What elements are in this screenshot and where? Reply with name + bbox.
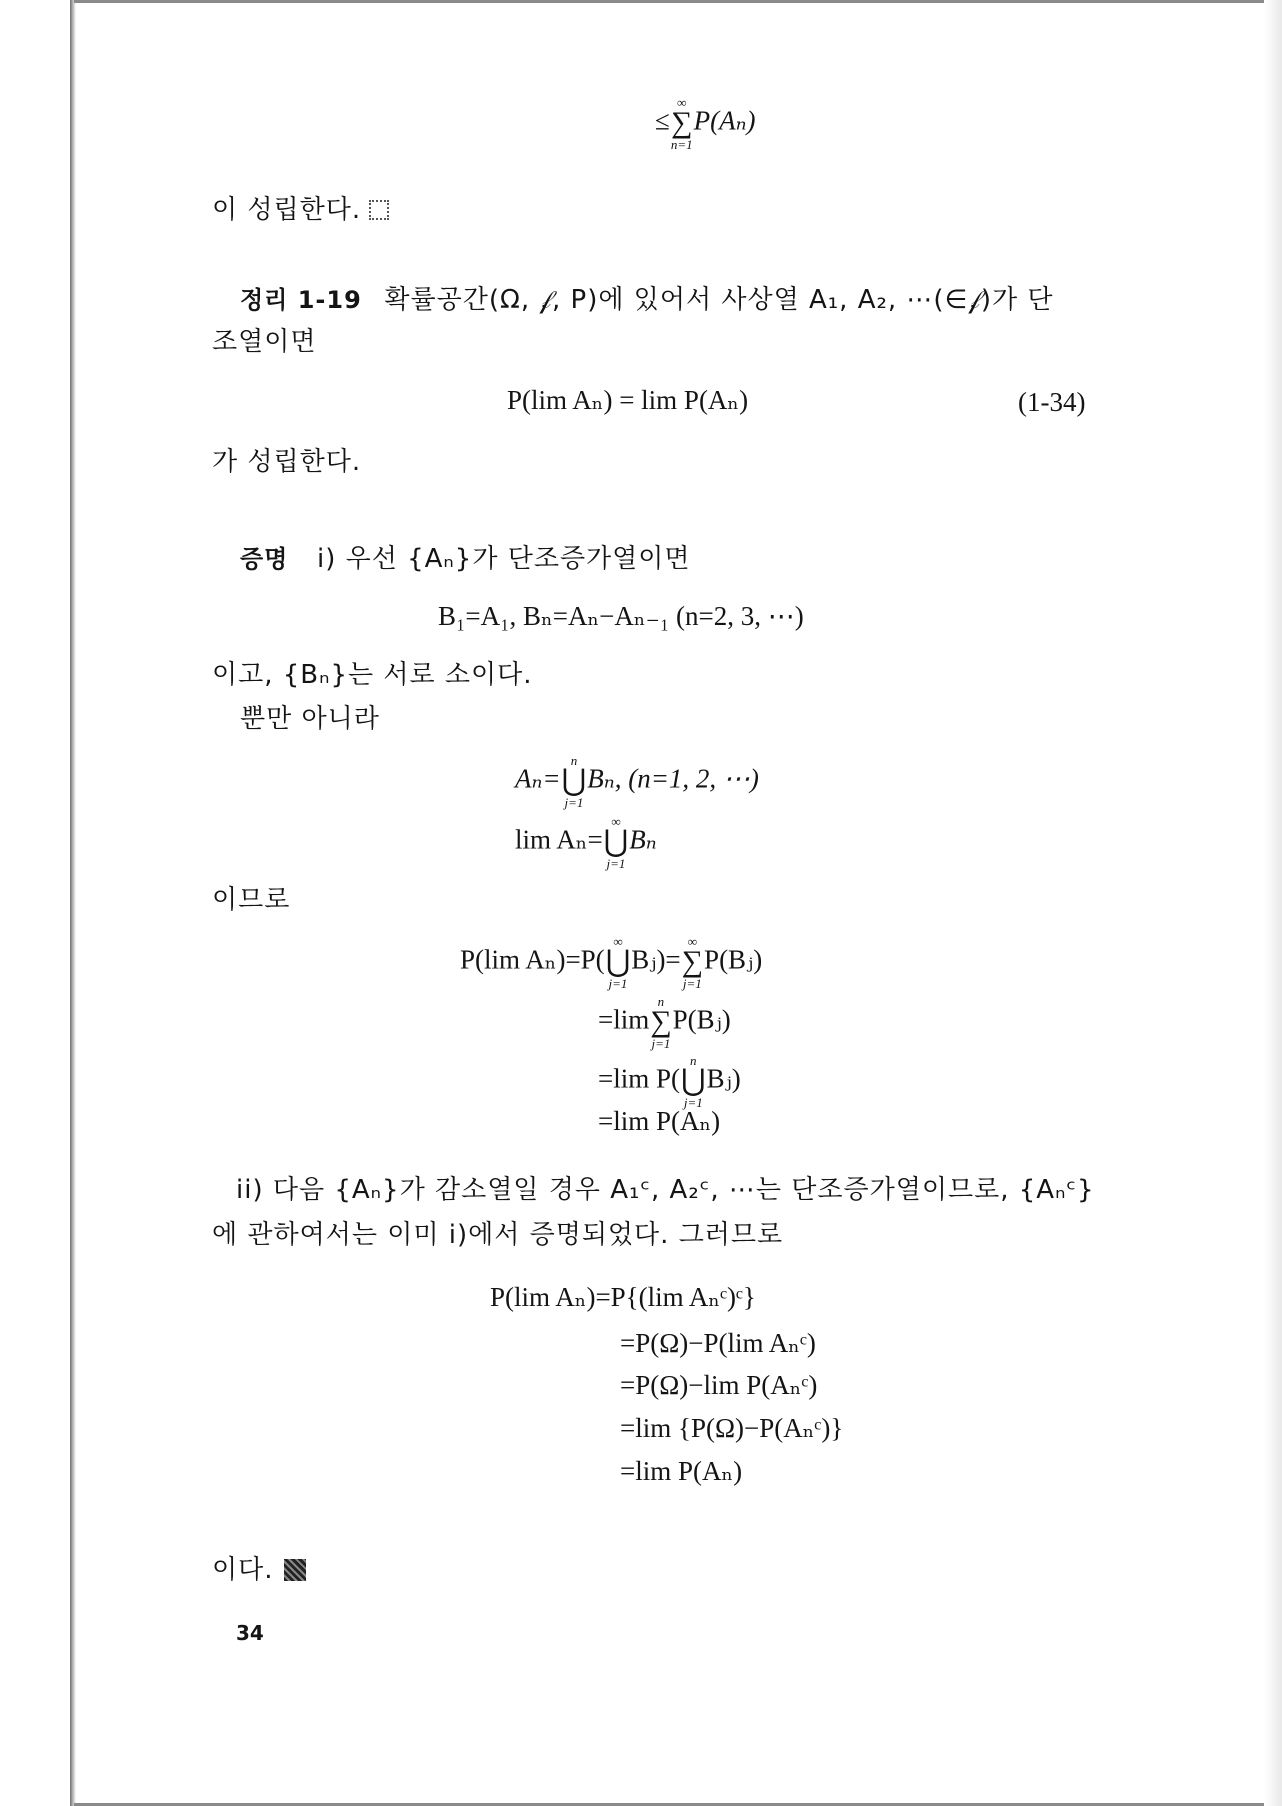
- theorem-text: 확률공간(Ω, 𝒻, P)에 있어서 사상열 A₁, A₂, ⋯(∈𝒻)가 단: [384, 285, 1054, 315]
- proof-ii-line-1: ii) 다음 {Aₙ}가 감소열일 경우 A₁ᶜ, A₂ᶜ, ⋯는 단조증가열이므로, {Aₙᶜ}: [236, 1175, 1095, 1205]
- chain-a-line-3: =lim P( n ⋃ j=1 Bⱼ): [598, 1053, 741, 1110]
- leq-symbol: ≤: [655, 105, 670, 136]
- chain-b-line-2: =P(Ω)−P(lim Aₙᶜ): [620, 1328, 816, 1358]
- proof-label: 증명: [240, 545, 289, 573]
- proof-i-text: i) 우선 {Aₙ}가 단조증가열이면: [316, 544, 691, 574]
- theorem-line-1: [240, 286, 1053, 313]
- lim-union-equation: lim Aₙ= ∞ ⋃ j=1 Bₙ: [515, 814, 657, 871]
- proof-line-1: [240, 545, 691, 572]
- union-operator: n ⋃ j=1: [561, 753, 587, 810]
- theorem-label: 정리 1-19: [240, 286, 362, 314]
- an-union-equation: Aₙ= n ⋃ j=1 Bₙ, (n=1, 2, ⋯): [515, 753, 759, 810]
- proof-ii-line-2: 에 관하여서는 이미 i)에서 증명되었다. 그러므로: [212, 1220, 784, 1250]
- chain-b-line-4: =lim {P(Ω)−P(Aₙᶜ)}: [620, 1413, 844, 1443]
- disjoint-line: 이고, {Bₙ}는 서로 소이다.: [212, 660, 533, 690]
- page-left-edge: [70, 0, 76, 1806]
- open-qed-box-icon: [369, 200, 389, 220]
- chain-b-line-3: =P(Ω)−lim P(Aₙᶜ): [620, 1370, 818, 1400]
- therefore-line: 이므로: [212, 885, 291, 915]
- also-line: 뿐만 아니라: [240, 704, 380, 734]
- union-operator: ∞ ⋃ j=1: [603, 814, 629, 871]
- sum-inequality-line: [655, 96, 756, 151]
- page-right-shadow: [1264, 0, 1282, 1806]
- b-definition-equation: B₁=A₁, Bₙ=Aₙ−Aₙ₋₁ (n=2, 3, ⋯): [438, 601, 804, 631]
- conclusion-line-2: 가 성립한다.: [212, 447, 362, 477]
- sum-operator: ∞ ∑ n=1: [670, 95, 693, 152]
- chain-b-line-1: P(lim Aₙ)=P{(lim Aₙᶜ)ᶜ}: [490, 1282, 756, 1312]
- sum-term: P(Aₙ): [693, 105, 756, 136]
- theorem-line-2: 조열이면: [212, 327, 317, 357]
- chain-b-line-5: =lim P(Aₙ): [620, 1456, 743, 1486]
- equation-number: (1-34): [1018, 387, 1086, 417]
- chain-a-line-4: =lim P(Aₙ): [598, 1106, 721, 1136]
- chain-a-line-2: =lim n ∑ j=1 P(Bⱼ): [598, 994, 731, 1051]
- filled-qed-box-icon: [284, 1559, 306, 1581]
- page-top-edge: [74, 0, 1282, 3]
- conclusion-line-3: 이다.: [212, 1557, 306, 1583]
- page-number: 34: [236, 1621, 264, 1645]
- conclusion-line-1: 이 성립한다.: [212, 197, 389, 223]
- chain-a-line-1: P(lim Aₙ)=P( ∞ ⋃ j=1 Bⱼ)= ∞ ∑ j=1 P(Bⱼ): [460, 934, 763, 991]
- main-equation: P(lim Aₙ) = lim P(Aₙ): [507, 385, 749, 415]
